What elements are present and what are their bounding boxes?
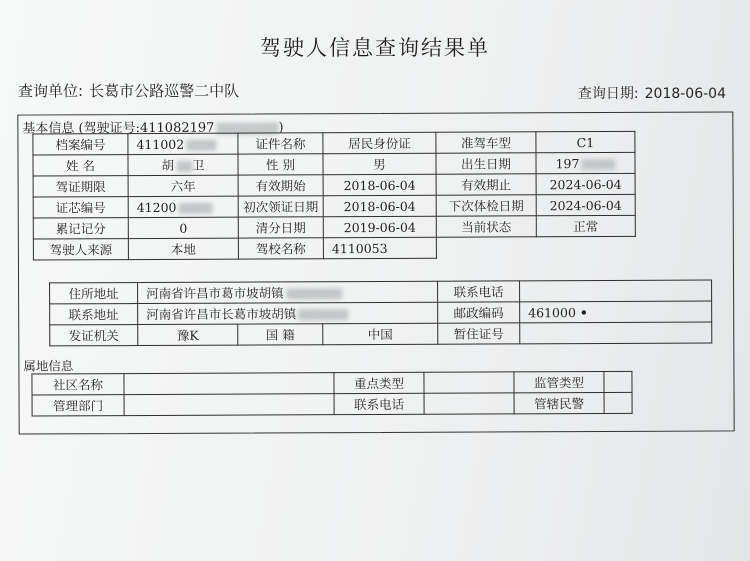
- chip-label: 证芯编号: [33, 197, 128, 218]
- name-label: 姓 名: [33, 155, 128, 176]
- redacted-area: [186, 139, 216, 150]
- name-value: [128, 154, 238, 175]
- belong-title: 属地信息: [23, 358, 74, 374]
- query-unit: [18, 80, 245, 101]
- redacted-area: [298, 309, 348, 320]
- school-label: 驾校名称: [238, 238, 323, 259]
- clear-value: 2019-06-04: [323, 216, 436, 237]
- archive-number: 411002: [136, 136, 185, 152]
- nextcheck-label: 下次体检日期: [436, 195, 536, 216]
- table-row: [50, 322, 712, 346]
- belong-table: [31, 371, 632, 417]
- validend-label: 有效期止: [436, 174, 536, 195]
- issuer-label: 发证机关: [50, 325, 138, 346]
- chip-value: [128, 196, 238, 217]
- temp-label: 暂住证号: [438, 323, 520, 344]
- blank-cell: [436, 237, 536, 258]
- phone-label: 联系电话: [438, 281, 520, 302]
- table-row: [50, 280, 712, 304]
- idtype-label: 证件名称: [238, 133, 323, 154]
- dept-value: [124, 394, 334, 416]
- table-row: [33, 152, 635, 176]
- nextcheck-value: 2024-06-04: [536, 194, 635, 215]
- query-date-value: 2018-06-04: [644, 86, 726, 102]
- redacted-area: [178, 202, 212, 213]
- status-value: 正常: [536, 215, 635, 236]
- query-unit-value: 长葛市公路巡警二中队: [89, 82, 240, 100]
- validend-value: 2024-06-04: [536, 173, 635, 194]
- query-date: [578, 83, 732, 103]
- archive-value: [128, 133, 238, 154]
- archive-label: 档案编号: [33, 134, 128, 155]
- sex-value: 男: [323, 153, 436, 174]
- redacted-area: [581, 158, 615, 169]
- supervise-value: [604, 371, 632, 392]
- status-label: 当前状态: [436, 216, 536, 237]
- name-first: 胡: [161, 157, 175, 173]
- document-title: 驾驶人信息查询结果单: [260, 36, 490, 60]
- source-value: 本地: [128, 238, 238, 259]
- temp-value: [520, 322, 712, 344]
- sex-label: 性 别: [238, 154, 323, 175]
- table-row: [32, 392, 632, 416]
- table-row: [50, 301, 712, 325]
- table-row: [33, 173, 635, 197]
- table-row: [33, 236, 635, 260]
- points-label: 累记记分: [33, 218, 128, 239]
- contact-label: 联系地址: [50, 304, 138, 325]
- redacted-area: [176, 161, 192, 172]
- firstissue-label: 初次领证日期: [238, 196, 323, 217]
- term-value: 六年: [128, 175, 238, 196]
- clear-label: 清分日期: [238, 217, 323, 238]
- info-frame: [17, 111, 734, 434]
- birth-year: 197: [555, 155, 580, 171]
- keytype-value: [424, 372, 514, 393]
- nation-label: 国 籍: [238, 324, 323, 345]
- home-value: [138, 281, 438, 303]
- table-row: [32, 371, 632, 395]
- address-table: [49, 280, 712, 347]
- license-suffix: ): [278, 120, 284, 136]
- postal-value: [520, 301, 712, 323]
- blank-cell: [536, 236, 635, 257]
- contact-value: [138, 302, 438, 324]
- postal-label: 邮政编码: [438, 302, 520, 323]
- name-last: 卫: [191, 157, 205, 173]
- query-unit-label: 查询单位:: [18, 82, 84, 100]
- license-number: 411082197: [139, 120, 215, 137]
- community-label: 社区名称: [32, 374, 124, 395]
- birth-value: [536, 152, 635, 173]
- home-label: 住所地址: [50, 283, 138, 304]
- dept-label: 管理部门: [32, 395, 124, 416]
- table-row: [33, 215, 635, 239]
- postal-code: 461000: [528, 304, 576, 320]
- firstissue-value: 2018-06-04: [323, 195, 436, 216]
- dot-mark: •: [579, 304, 588, 320]
- idtype-value: 居民身份证: [323, 132, 436, 153]
- term-label: 驾证期限: [33, 176, 128, 197]
- vehtype-value: C1: [536, 131, 635, 152]
- section-title: 基本信息: [22, 121, 75, 137]
- contact-address: 河南省许昌市长葛市坡胡镇: [146, 306, 297, 323]
- community-value: [124, 373, 334, 395]
- police-label: 管辖民警: [514, 393, 604, 414]
- keytype-label: 重点类型: [334, 372, 424, 393]
- police-value: [604, 392, 632, 413]
- license-prefix: (驾驶证号:: [78, 121, 141, 137]
- redacted-area: [286, 288, 342, 299]
- table-row: [33, 194, 635, 218]
- vehtype-label: 准驾车型: [436, 132, 536, 153]
- phone-value: [520, 280, 712, 302]
- nation-value: 中国: [323, 323, 438, 345]
- chip-number: 41200: [136, 199, 177, 215]
- query-date-label: 查询日期:: [577, 86, 639, 102]
- issuer-value: 豫K: [138, 324, 238, 345]
- contact-phone-value: [424, 393, 514, 414]
- supervise-label: 监管类型: [514, 372, 604, 393]
- validstart-value: 2018-06-04: [323, 174, 436, 195]
- birth-label: 出生日期: [436, 153, 536, 174]
- table-row: [33, 131, 635, 155]
- validstart-label: 有效期始: [238, 175, 323, 196]
- contact-phone-label: 联系电话: [334, 393, 424, 414]
- school-value: 4110053: [323, 237, 436, 258]
- home-address: 河南省许昌市葛市坡胡镇: [146, 285, 284, 302]
- source-label: 驾驶人来源: [33, 239, 128, 260]
- basic-info-table: [32, 131, 636, 261]
- points-value: 0: [128, 217, 238, 238]
